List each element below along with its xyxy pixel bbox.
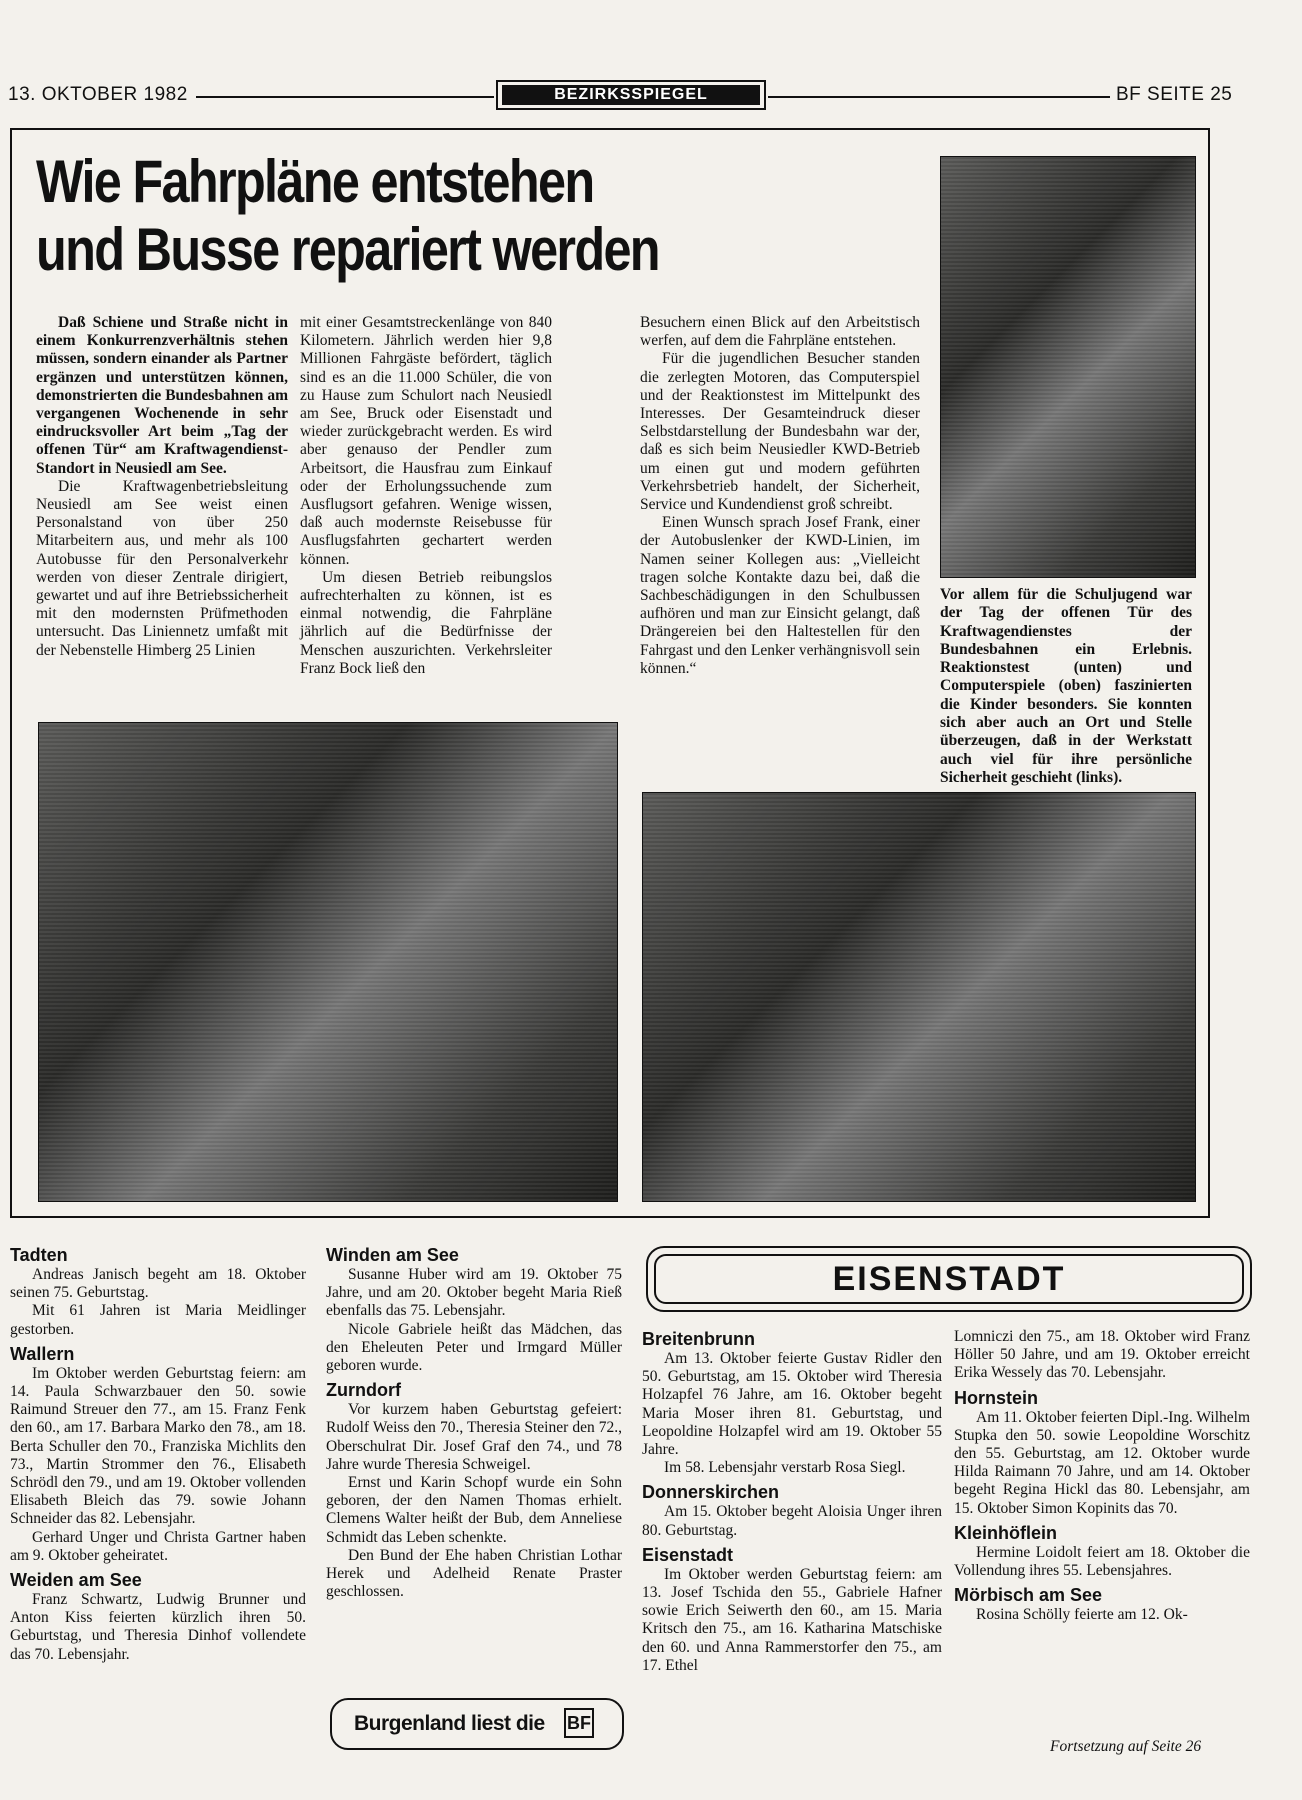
article-paragraph: Für die jugendlichen Besucher standen die zerlegten Motoren, das Computerspiel und der Reaktionstest im Mittelpunkt des Interesses. Der Gesamteindruck dieser Selbstdarstellung der Bundesbahn war der, daß es sich beim Neusiedler KWD-Betrieb um einen gut und modern geführten Verkehrsbetrieb handelt, der Sicherheit, Service und Kundendienst groß schreibt. (640, 350, 920, 514)
bf-logo: BF (564, 1708, 594, 1738)
promo-box (330, 1698, 624, 1750)
promo-text: Burgenland liest die (354, 1712, 545, 1735)
news-item: Nicole Gabriele heißt das Mädchen, das den Eheleuten Peter und Irmgard Müller geboren wurde. (326, 1320, 622, 1375)
local-news-middle (326, 1244, 622, 1601)
place-heading: Hornstein (954, 1387, 1039, 1408)
place-heading: Breitenbrunn (642, 1329, 756, 1349)
place-heading: Zurndorf (326, 1380, 401, 1401)
article-column-3 (640, 314, 920, 678)
news-item: Den Bund der Ehe haben Christian Lothar Herek und Adelheid Renate Praster geschlossen. (326, 1546, 622, 1601)
header-rule-right (768, 96, 1110, 98)
local-news-right-b (954, 1328, 1250, 1624)
article-lead: Daß Schiene und Straße nicht in einem Konkurrenzverhältnis stehen müssen, sondern einander als Partner ergänzen und unterstützen können, demonstrierten die Bundesbahnen am vergangenen Wochenende in sehr eindrucksvoller Art beim „Tag der offenen Tür“ am Kraftwagendienst-Standort in Neusiedl am See. (36, 314, 288, 477)
news-item: Rosina Schölly feierte am 12. Ok- (976, 1606, 1188, 1624)
news-item: Mit 61 Jahren ist Maria Meidlinger gestorben. (10, 1302, 306, 1338)
article-paragraph: Um diesen Betrieb reibungslos aufrechterhalten zu können, ist es einmal notwendig, die Fahrpläne jährlich auf die Bedürfnisse der Menschen auszurichten. Verkehrsleiter Franz Bock ließ den (300, 568, 552, 677)
district-title: EISENSTADT (654, 1254, 1244, 1304)
news-item: Franz Schwartz, Ludwig Brunner und Anton Kiss feierten kürzlich ihren 50. Geburtstag, und Theresia Dinhof vollendete das 70. Lebensjahr. (10, 1591, 306, 1663)
header-rule-left (196, 96, 494, 98)
news-item: Im 58. Lebensjahr verstarb Rosa Siegl. (664, 1459, 906, 1477)
article-paragraph: mit einer Gesamtstreckenlänge von 840 Kilometern. Jährlich werden hier 9,8 Millionen Fahrgäste befördert, täglich sind es an die 11.000 Schüler, die von zu Hause zum Schulort nach Neusiedl am See, Bruck oder Eisenstadt und wieder zurückgebracht werden. Es wird aber genauso der Pendler zum Arbeitsort, die Hausfrau zum Einkauf oder der Erholungssuchende zum Ausflugsort gefahren. Wenige wissen, daß auch modernste Reisebusse für Ausflugsfahrten gechartert werden können. (300, 314, 552, 568)
news-item: Am 15. Oktober begeht Aloisia Unger ihren 80. Geburtstag. (642, 1503, 942, 1539)
place-heading: Weiden am See (10, 1570, 142, 1591)
place-heading: Eisenstadt (642, 1544, 734, 1565)
news-item: Am 11. Oktober feierten Dipl.-Ing. Wilhelm Stupka den 50. sowie Leopoldine Worschitz den 55. Geburtstag, am 12. Oktober wurde Hilda Raimann 70 Jahre, und am 14. Oktober begeht Regina Hickl das 80. Lebensjahr, am 15. Oktober Simon Kopinits das 70. (954, 1408, 1251, 1517)
place-heading: Tadten (10, 1245, 68, 1265)
photo-workshop (38, 722, 618, 1202)
issue-date: 13. OKTOBER 1982 (8, 84, 188, 105)
news-item: Andreas Janisch begeht am 18. Oktober seinen 75. Geburtstag. (10, 1266, 306, 1302)
page-number: BF SEITE 25 (1116, 84, 1233, 105)
article-paragraph: Einen Wunsch sprach Josef Frank, einer der Autobuslenker der KWD-Linien, im Namen seiner Kollegen aus: „Vielleicht tragen solche Kontakte dazu bei, daß die Sachbeschädigungen in den Schulbussen aufhören und man zur Einsicht gelangt, daß Drängereien bei den Haltestellen für den Fahrgast und den Lenker verhängnisvoll sein können.“ (640, 514, 920, 677)
continuation-note: Fortsetzung auf Seite 26 (1050, 1738, 1202, 1755)
news-item: Ernst und Karin Schopf wurde ein Sohn geboren, der den Namen Thomas erhielt. Clemens Walter heißt der Bub, dem Anneliese Schmidt das Leben schenkte. (326, 1474, 622, 1546)
article-column-1 (36, 314, 288, 660)
place-heading: Donnerskirchen (642, 1482, 780, 1503)
article-paragraph: Die Kraftwagenbetriebsleitung Neusiedl am See weist einen Personalstand von über 250 Mitarbeitern aus, und mehr als 100 Autobusse für den Personalverkehr werden von dieser Zentrale dirigiert, gewartet und auf ihre Betriebssicherheit mit den modernsten Prüfmethoden untersucht. Das Liniennetz umfaßt mit der Nebenstelle Himberg 25 Linien (36, 477, 288, 659)
photo-reaction-test (642, 792, 1196, 1202)
news-item: Vor kurzem haben Geburtstag gefeiert: Rudolf Weiss den 70., Theresia Steiner den 72., Oberschulrat Dir. Josef Graf den 74., und 78 Jahre wurde Theresia Schweigel. (326, 1401, 622, 1473)
local-news-right-a (642, 1328, 942, 1675)
headline-line-1: Wie Fahrpläne entstehen (36, 148, 594, 215)
place-heading: Winden am See (326, 1245, 459, 1265)
article-paragraph: Besuchern einen Blick auf den Arbeitstisch werfen, auf dem die Fahrpläne entstehen. (640, 314, 920, 350)
news-item: Im Oktober werden Geburtstag feiern: am 13. Josef Tschida den 55., Gabriele Hafner sowie Erich Seiwerth den 60., am 15. Maria Kritsch den 75., am 16. Katharina Matschiske den 60. und Anna Rammerstorfer den 75., am 17. Ethel (642, 1565, 942, 1674)
news-item: Susanne Huber wird am 19. Oktober 75 Jahre, und am 20. Oktober begeht Maria Rieß ebenfalls das 75. Lebensjahr. (326, 1266, 622, 1320)
article-headline (36, 148, 792, 284)
district-banner (646, 1246, 1252, 1312)
article-column-2 (300, 314, 552, 678)
headline-line-2: und Busse repariert werden (36, 216, 659, 283)
place-heading: Wallern (10, 1343, 75, 1364)
news-item: Gerhard Unger und Christa Gartner haben am 9. Oktober geheiratet. (10, 1528, 306, 1564)
news-item: Hermine Loidolt feiert am 18. Oktober die Vollendung ihres 55. Lebensjahres. (954, 1543, 1250, 1580)
photo-computer-game (940, 156, 1196, 578)
news-item: Am 13. Oktober feierte Gustav Ridler den 50. Geburtstag, am 15. Oktober wird Theresia Holzapfel 76 Jahre, am 16. Oktober begeht Maria Moser ihren 81. Geburtstag, und Leopoldine Holzapfel wird am 19. Oktober 55 Jahre. (642, 1350, 942, 1459)
place-heading: Mörbisch am See (954, 1585, 1103, 1606)
section-badge (496, 80, 766, 110)
section-title: BEZIRKSSPIEGEL (502, 85, 760, 105)
local-news-left (10, 1244, 306, 1664)
news-item: Lomniczi den 75., am 18. Oktober wird Franz Höller 50 Jahre, und am 19. Oktober erreicht Erika Wessely das 70. Lebensjahr. (954, 1328, 1250, 1382)
news-item: Im Oktober werden Geburtstag feiern: am 14. Paula Schwarzbauer den 50. sowie Raimund Streuer den 77., am 15. Franz Fenk den 60., am 17. Barbara Marko den 78., am 18. Berta Schuller den 70., Franziska Michlits den 73., Martin Strommer den 76., Elisabeth Schrödl den 79., und am 19. Oktober vollenden Elisabeth Bleich das 79. sowie Johann Schneider das 82. Lebensjahr. (10, 1364, 306, 1528)
photo-caption: Vor allem für die Schuljugend war der Tag der offenen Tür des Kraftwagendienstes der Bundesbahnen ein Erlebnis. Reaktionstest (unten) und Computerspiele (oben) faszinierten die Kinder besonders. Sie konnten sich aber auch an Ort und Stelle überzeugen, daß in der Werkstatt auch viel für ihre persönliche Sicherheit geschieht (links). (940, 586, 1192, 786)
place-heading: Kleinhöflein (954, 1522, 1057, 1543)
